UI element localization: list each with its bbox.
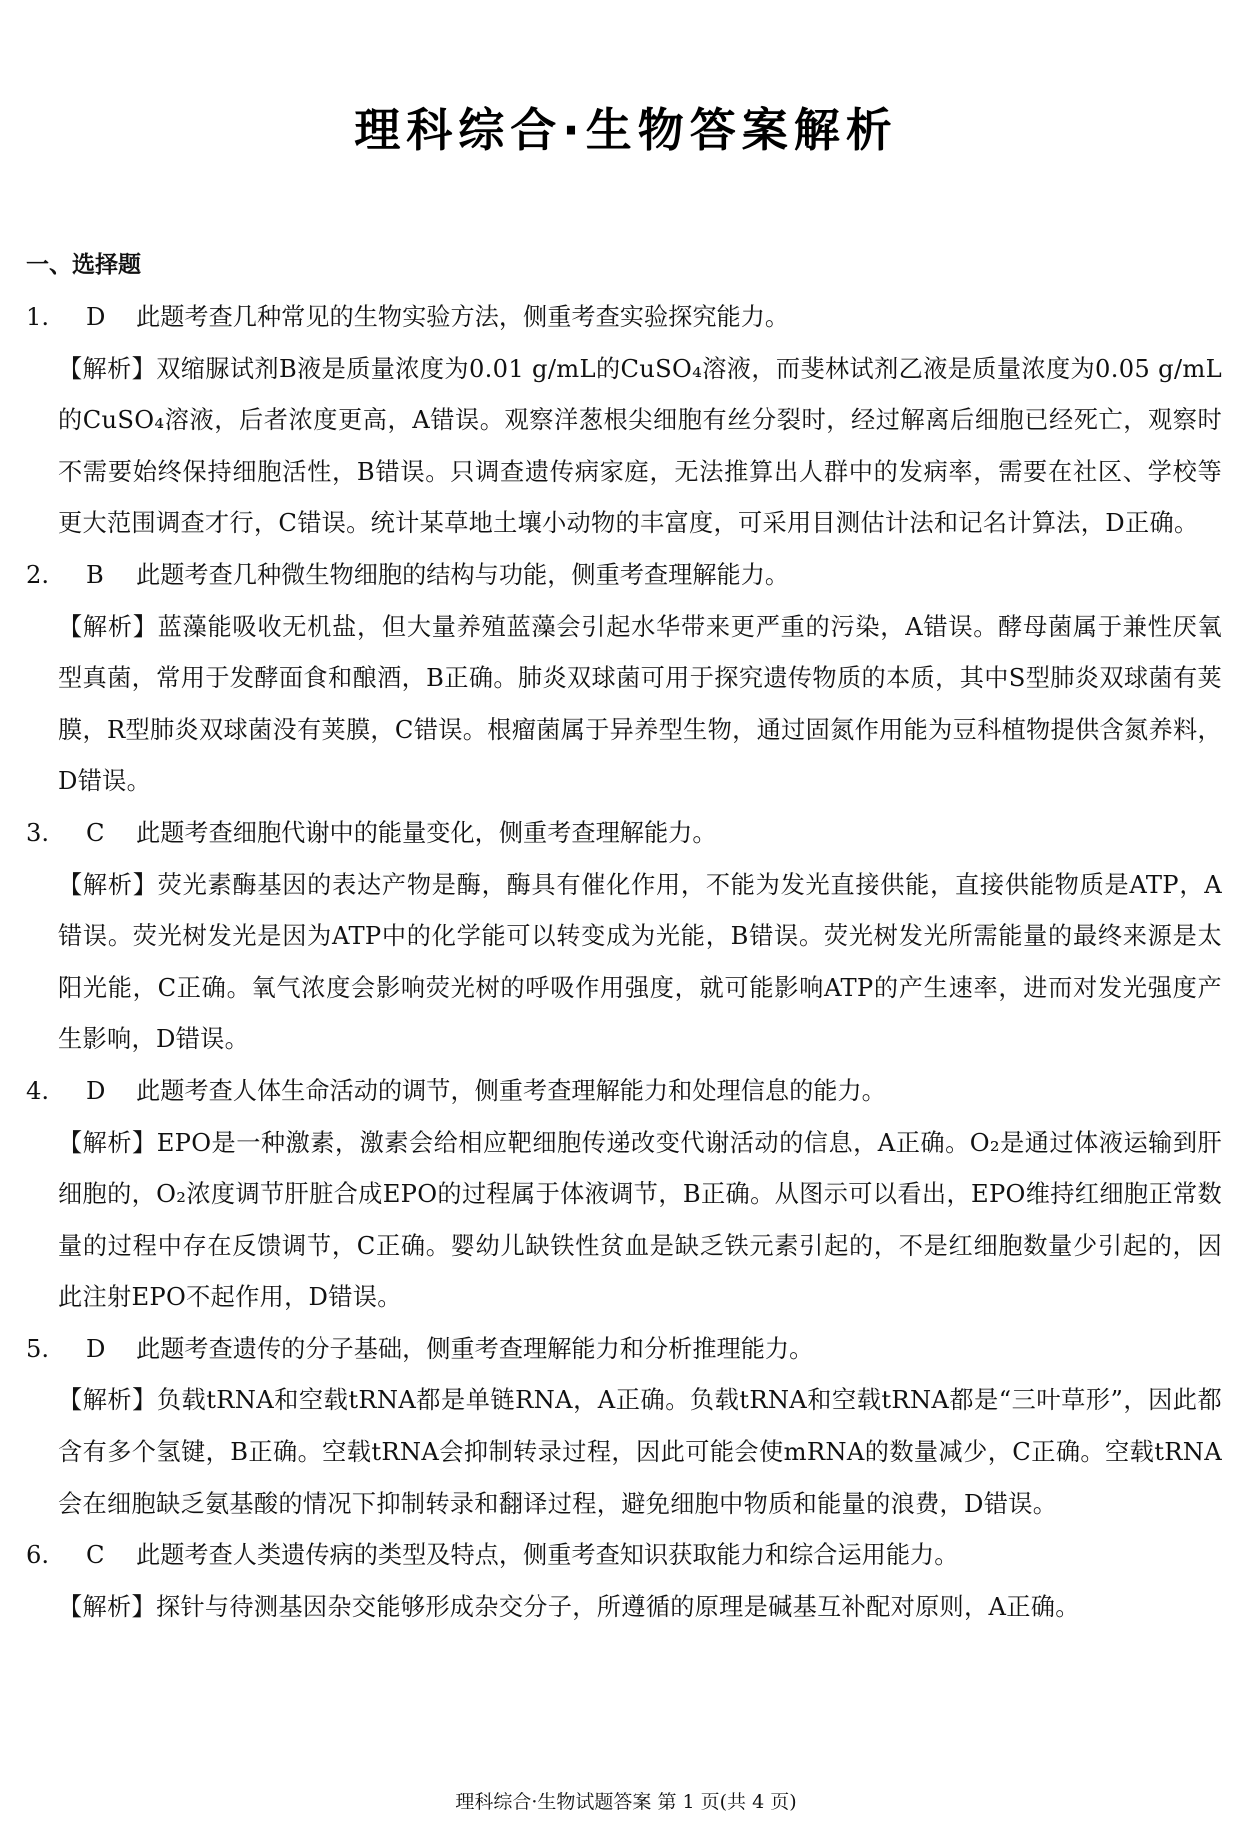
- question-description: 此题考查遗传的分子基础，侧重考查理解能力和分析推理能力。: [136, 1334, 814, 1363]
- question-number: 6.: [26, 1541, 50, 1570]
- question-description: 此题考查细胞代谢中的能量变化，侧重考查理解能力。: [136, 818, 717, 847]
- question-answer: D: [86, 303, 106, 331]
- question-description: 此题考查几种常见的生物实验方法，侧重考查实验探究能力。: [136, 303, 790, 331]
- page-footer: 理科综合·生物试题答案 第 1 页(共 4 页): [455, 1791, 797, 1813]
- question-5-explanation: 【解析】负载tRNA和空载tRNA都是单链RNA，A正确。负载tRNA和空载tRNA都是“三叶草形”，因此都含有多个氢键，B正确。空载tRNA会抑制转录过程，因此可能会使mRNA的数量减少，C正确。空载tRNA会在细胞缺乏氨基酸的情况下抑制转录和翻译过程，避免细胞中物质和能量的浪费，D错误。: [58, 1386, 1222, 1518]
- question-6-explanation: 【解析】探针与待测基因杂交能够形成杂交分子，所遵循的原理是碱基互补配对原则，A正确。: [58, 1592, 1080, 1621]
- question-1-explanation: 【解析】双缩脲试剂B液是质量浓度为0.01 g/mL的CuSO₄溶液，而斐林试剂乙液是质量浓度为0.05 g/mL的CuSO₄溶液，后者浓度更高，A错误。观察洋葱根尖细胞有丝分裂时，经过解离后细胞已经死亡，观察时不需要始终保持细胞活性，B错误。只调查遗传病家庭，无法推算出人群中的发病率，需要在社区、学校等更大范围调查才行，C错误。统计某草地土壤小动物的丰富度，可采用目测估计法和记名计算法，D正确。: [58, 354, 1222, 538]
- question-answer: C: [86, 1541, 105, 1570]
- question-4-header: [26, 1066, 1222, 1118]
- question-2-explanation: 【解析】蓝藻能吸收无机盐，但大量养殖蓝藻会引起水华带来更严重的污染，A错误。酵母菌属于兼性厌氧型真菌，常用于发酵面食和酿酒，B正确。肺炎双球菌可用于探究遗传物质的本质，其中S型肺炎双球菌有荚膜，R型肺炎双球菌没有荚膜，C错误。根瘤菌属于异养型生物，通过固氮作用能为豆科植物提供含氮养料，D错误。: [58, 612, 1222, 796]
- section-heading: 一、选择题: [26, 252, 141, 278]
- question-6-header: [26, 1530, 1222, 1582]
- question-answer: D: [86, 1076, 106, 1105]
- question-number: 5.: [26, 1334, 50, 1363]
- question-2-header: [26, 550, 1222, 602]
- question-number: 1.: [26, 303, 50, 331]
- question-answer: B: [86, 560, 104, 589]
- question-4-explanation: 【解析】EPO是一种激素，激素会给相应靶细胞传递改变代谢活动的信息，A正确。O₂是通过体液运输到肝细胞的，O₂浓度调节肝脏合成EPO的过程属于体液调节，B正确。从图示可以看出，EPO维持红细胞正常数量的过程中存在反馈调节，C正确。婴幼儿缺铁性贫血是缺乏铁元素引起的，不是红细胞数量少引起的，因此注射EPO不起作用，D错误。: [58, 1128, 1222, 1312]
- question-3-explanation: 【解析】荧光素酶基因的表达产物是酶，酶具有催化作用，不能为发光直接供能，直接供能物质是ATP，A错误。荧光树发光是因为ATP中的化学能可以转变成为光能，B错误。荧光树发光所需能量的最终来源是太阳光能，C正确。氧气浓度会影响荧光树的呼吸作用强度，就可能影响ATP的产生速率，进而对发光强度产生影响，D错误。: [58, 870, 1222, 1054]
- question-number: 4.: [26, 1076, 50, 1105]
- question-5-header: [26, 1324, 1222, 1376]
- page-title: 理科综合·生物答案解析: [354, 103, 898, 157]
- question-description: 此题考查几种微生物细胞的结构与功能，侧重考查理解能力。: [136, 560, 790, 589]
- question-answer: D: [86, 1334, 106, 1363]
- questions-list: [26, 292, 1222, 1633]
- question-number: 3.: [26, 818, 50, 847]
- question-answer: C: [86, 818, 105, 847]
- question-1-header: [26, 292, 1222, 344]
- question-number: 2.: [26, 560, 50, 589]
- question-description: 此题考查人体生命活动的调节，侧重考查理解能力和处理信息的能力。: [136, 1076, 886, 1105]
- question-description: 此题考查人类遗传病的类型及特点，侧重考查知识获取能力和综合运用能力。: [136, 1541, 959, 1570]
- question-3-header: [26, 808, 1222, 860]
